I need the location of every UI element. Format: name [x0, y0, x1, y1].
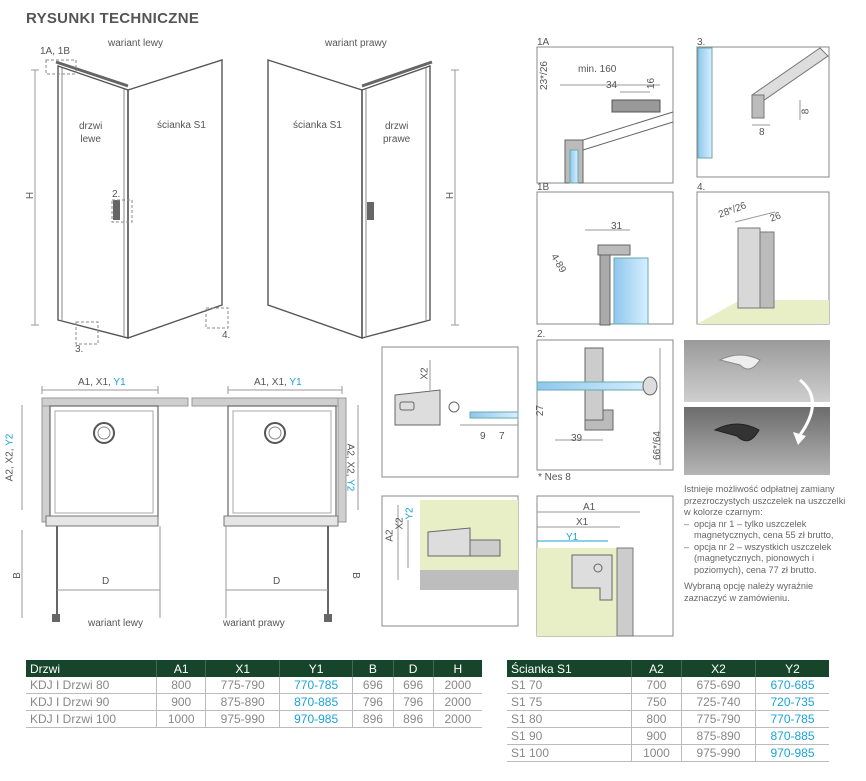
bracket-7: 7 [499, 431, 505, 442]
wall-large-x1: X1 [576, 517, 589, 528]
left-door-label: drzwi lewe [79, 121, 103, 145]
detail-2-39: 39 [571, 433, 583, 444]
detail-2-nes: * Nes 8 [538, 472, 571, 483]
detail-2-66: 66*/64 [651, 431, 663, 460]
detail-1a-label: 1A [537, 37, 550, 48]
wall-small-x2: X2 [394, 517, 406, 530]
walls-table [507, 660, 829, 762]
detail-1a-34: 34 [606, 80, 618, 91]
elevation-right-caption: wariant prawy [325, 38, 387, 49]
detail-1b-31: 31 [611, 221, 623, 232]
wall-large-a1: A1 [583, 502, 596, 513]
left-panel-label: ścianka S1 [157, 120, 206, 131]
detail-4-label: 4. [697, 182, 706, 193]
bracket-x2: X2 [419, 367, 431, 380]
right-panel-label: ścianka S1 [293, 120, 342, 131]
plan-right-depth-label: A2, X2, Y2 [344, 443, 356, 492]
bracket-detail-drawing [382, 347, 518, 477]
table-row: S1 75 750 725-740 720-735 [507, 694, 829, 711]
doors-table-header: Drzwi A1 X1 Y1 B D H [26, 660, 482, 677]
detail-2-27: 27 [535, 404, 547, 417]
detail-1b-label: 1B [537, 182, 550, 193]
right-door-label: drzwi prawe [383, 121, 411, 145]
detail-2-label: 2. [537, 329, 546, 340]
plan-right-caption: wariant prawy [223, 618, 285, 629]
detail-4-28: 28*/26 [716, 200, 748, 221]
callout-3: 3. [75, 344, 84, 355]
table-row: KDJ I Drzwi 100 1000 975-990 970-985 896 896 2000 [26, 711, 482, 728]
detail-3-8b: 8 [800, 108, 812, 115]
plan-left-width-label: A1, X1, Y1 [78, 377, 126, 388]
detail-3-label: 3. [697, 37, 706, 48]
table-row: S1 80 800 775-790 770-785 [507, 711, 829, 728]
detail-3-8a: 8 [759, 127, 765, 138]
callout-1a-1b: 1A, 1B [40, 46, 71, 57]
wall-large-y1: Y1 [566, 532, 579, 543]
detail-4-26: 26 [768, 210, 783, 225]
plan-left-b-mark: B [11, 572, 23, 579]
elevation-right-drawing [268, 60, 459, 338]
plan-right-d-mark: D [273, 576, 281, 587]
plan-left-d-mark: D [102, 576, 110, 587]
table-row: S1 100 1000 975-990 970-985 [507, 745, 829, 762]
table-row: S1 90 900 875-890 870-885 [507, 728, 829, 745]
callout-2: 2. [112, 189, 121, 200]
doors-table [26, 660, 482, 728]
page-title: RYSUNKI TECHNICZNE [26, 10, 200, 27]
plan-right-width-label: A1, X1, Y1 [254, 377, 302, 388]
elevation-left-caption: wariant lewy [108, 38, 164, 49]
height-mark-left: H [25, 191, 37, 200]
table-row: KDJ I Drzwi 90 900 875-890 870-885 796 796 2000 [26, 694, 482, 711]
table-row: KDJ I Drzwi 80 800 775-790 770-785 696 696 2000 [26, 677, 482, 694]
plan-right-b-mark: B [349, 572, 361, 579]
wall-detail-small-drawing [382, 496, 518, 626]
detail-1a-16: 16 [646, 77, 658, 90]
height-mark-right: H [445, 191, 457, 200]
wall-small-y2: Y2 [404, 507, 416, 520]
wall-small-a2: A2 [384, 529, 396, 542]
callout-4: 4. [222, 330, 231, 341]
detail-1b-489: 4-89 [548, 252, 568, 275]
detail-1a-23: 23*/26 [538, 61, 550, 90]
bracket-9: 9 [480, 431, 486, 442]
plan-left-caption: wariant lewy [88, 618, 144, 629]
plan-left-depth-label: A2, X2, Y2 [4, 433, 16, 482]
seal-photos [684, 340, 830, 475]
detail-1a-min: min. 160 [578, 64, 617, 75]
elevation-left-drawing [31, 60, 231, 344]
walls-table-header: Ścianka S1 A2 X2 Y2 [507, 660, 829, 677]
table-row: S1 70 700 675-690 670-685 [507, 677, 829, 694]
wall-detail-large-drawing [537, 496, 673, 636]
seal-replacement-note: Istnieje możliwość odpłatnej zamiany przezroczystych uszczelek na uszczelki w kolorze czarnym: – opcja nr 1 – tylko uszczelek magnetycznych, cena 55 zł brutto, – opcja nr 2 – wszystkich uszczelek (magnetycznych, pionowych i poziomych), cena 77 zł brutto. Wybraną opcję należy wyraźnie zaznaczyć w zamówieniu. [684, 484, 846, 603]
